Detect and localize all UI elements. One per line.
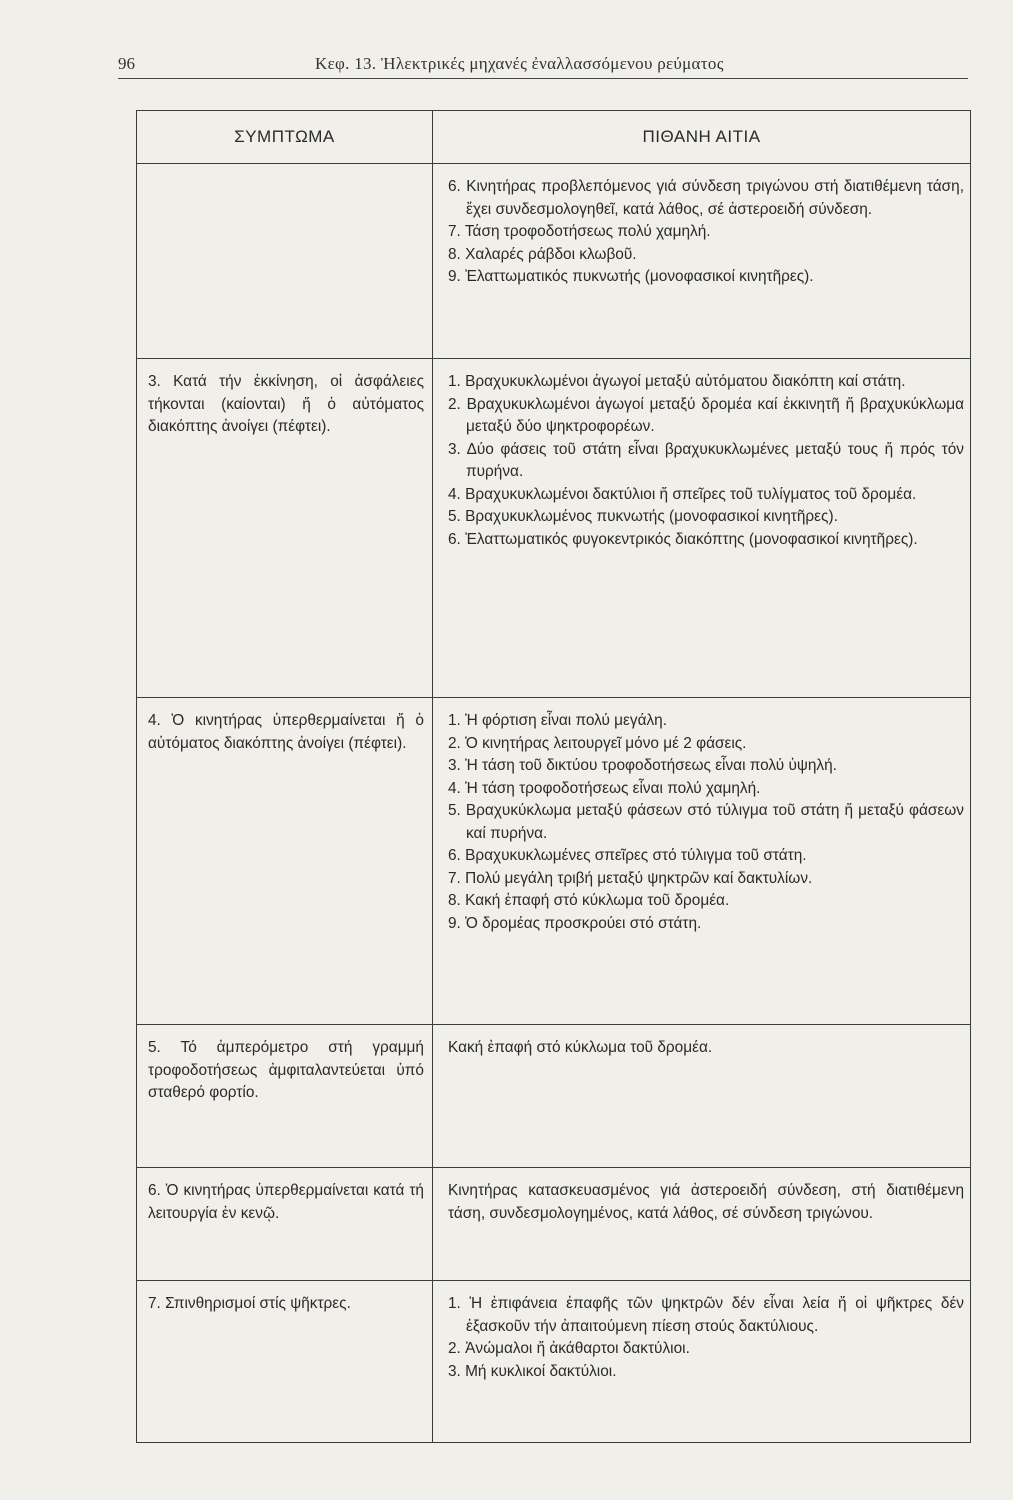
cause-item: 1. Ἡ φόρτιση εἶναι πολύ μεγάλη. [448,712,668,729]
table-row [137,359,971,698]
cause-item: 9. Ὁ δρομέας προσκρούει στό στάτη. [448,914,702,932]
symptom-cell [137,1025,433,1168]
page-number: 96 [118,54,135,73]
cause-text: Κινητήρας κατασκευασμένος γιά ἀστεροειδή σύνδεση, στή διατιθέμενη τάση, συνδεσμολογημένος, κατά λάθος, σέ σύνδεση τριγώνου. [448,1182,964,1222]
cause-item: 3. Ἡ τάση τοῦ δικτύου τροφοδοτήσεως εἶναι πολύ ὑψηλή. [448,757,837,774]
table-row [137,1281,971,1443]
symptom-text: 7. Σπινθηρισμοί στίς ψῆκτρες. [148,1295,351,1312]
cause-item: 8. Κακή ἐπαφή στό κύκλωμα τοῦ δρομέα. [448,892,730,909]
table-row [137,1168,971,1281]
table-header-row [137,111,971,164]
symptom-cell [137,1281,433,1443]
symptom-cell [137,164,433,359]
symptom-column-header: ΣΥΜΠΤΩΜΑ [137,111,433,164]
cause-item: 6. Κινητήρας προβλεπόμενος γιά σύνδεση τριγώνου στή διατιθέμενη τάση, ἔχει συνδεσμολογηθεῖ, κατά λάθος, σέ ἀστεροειδή σύνδεση. [448,178,964,218]
symptom-text: 5. Τό ἀμπερόμετρο στή γραμμή τροφοδοτήσεως ἀμφιταλαντεύεται ὑπό σταθερό φορτίο. [148,1039,424,1101]
cause-item: 8. Χαλαρές ράβδοι κλωβοῦ. [448,245,637,263]
cause-item: 7. Πολύ μεγάλη τριβή μεταξύ ψηκτρῶν καί δακτυλίων. [448,869,813,887]
symptom-cell [137,698,433,1025]
cause-column-header: ΠΙΘΑΝΗ ΑΙΤΙΑ [433,111,971,164]
cause-item: 5. Βραχυκυκλωμένος πυκνωτής (μονοφασικοί κινητῆρες). [448,508,838,525]
cause-cell [433,359,971,698]
cause-cell [433,698,971,1025]
cause-item: 7. Τάση τροφοδοτήσεως πολύ χαμηλή. [448,223,711,240]
cause-item: 9. Ἐλαττωματικός πυκνωτής (μονοφασικοί κινητῆρες). [448,268,814,285]
cause-item: 2. Ἀνώμαλοι ἤ ἀκάθαρτοι δακτύλιοι. [448,1340,690,1357]
cause-item: 6. Ἐλαττωματικός φυγοκεντρικός διακόπτης (μονοφασικοί κινητῆρες). [448,530,918,548]
cause-item: 1. Ἡ ἐπιφάνεια ἐπαφῆς τῶν ψηκτρῶν δέν εἶναι λεία ἤ οἱ ψῆκτρες δέν ἐξασκοῦν τήν ἀπαιτούμενη πίεση στούς δακτύλιους. [448,1295,964,1335]
symptom-text: 4. Ὁ κινητήρας ὑπερθερμαίνεται ἤ ὁ αὐτόματος διακόπτης ἀνοίγει (πέφτει). [148,712,424,752]
chapter-title: Κεφ. 13. Ἠλεκτρικές μηχανές ἐναλλασσόμενου ρεύματος [315,54,724,73]
page-header [118,48,968,79]
cause-item: 4. Ἡ τάση τροφοδοτήσεως εἶναι πολύ χαμηλή. [448,779,761,797]
cause-item: 2. Βραχυκυκλωμένοι ἀγωγοί μεταξύ δρομέα καί ἐκκινητῆ ἤ βραχυκύκλωμα μεταξύ δύο ψηκτροφορέων. [448,395,964,435]
cause-item: 3. Δύο φάσεις τοῦ στάτη εἶναι βραχυκυκλωμένες μεταξύ τους ἤ πρός τόν πυρήνα. [448,440,964,480]
cause-cell [433,1281,971,1443]
symptom-cell [137,1168,433,1281]
cause-item: 4. Βραχυκυκλωμένοι δακτύλιοι ἤ σπεῖρες τοῦ τυλίγματος τοῦ δρομέα. [448,485,917,503]
cause-cell [433,1025,971,1168]
table-row [137,1025,971,1168]
troubleshooting-table [136,110,971,1443]
symptom-cell [137,359,433,698]
table-row [137,164,971,359]
symptom-text: 6. Ὁ κινητήρας ὑπερθερμαίνεται κατά τή λειτουργία ἐν κενῷ. [148,1182,424,1222]
table-row [137,698,971,1025]
cause-item: 2. Ὁ κινητήρας λειτουργεῖ μόνο μέ 2 φάσεις. [448,734,747,752]
cause-item: 3. Μή κυκλικοί δακτύλιοι. [448,1362,617,1380]
cause-item: 1. Βραχυκυκλωμένοι ἀγωγοί μεταξύ αὐτόματου διακόπτη καί στάτη. [448,373,906,390]
cause-item: 5. Βραχυκύκλωμα μεταξύ φάσεων στό τύλιγμα τοῦ στάτη ἤ μεταξύ φάσεων καί πυρήνα. [448,802,964,842]
cause-cell [433,1168,971,1281]
cause-cell [433,164,971,359]
cause-item: 6. Βραχυκυκλωμένες σπεῖρες στό τύλιγμα τοῦ στάτη. [448,847,807,864]
cause-text: Κακή ἐπαφή στό κύκλωμα τοῦ δρομέα. [448,1039,713,1056]
symptom-text: 3. Κατά τήν ἐκκίνηση, οἱ ἀσφάλειες τήκονται (καίονται) ἤ ὁ αὐτόματος διακόπτης ἀνοίγει (πέφτει). [148,373,424,435]
